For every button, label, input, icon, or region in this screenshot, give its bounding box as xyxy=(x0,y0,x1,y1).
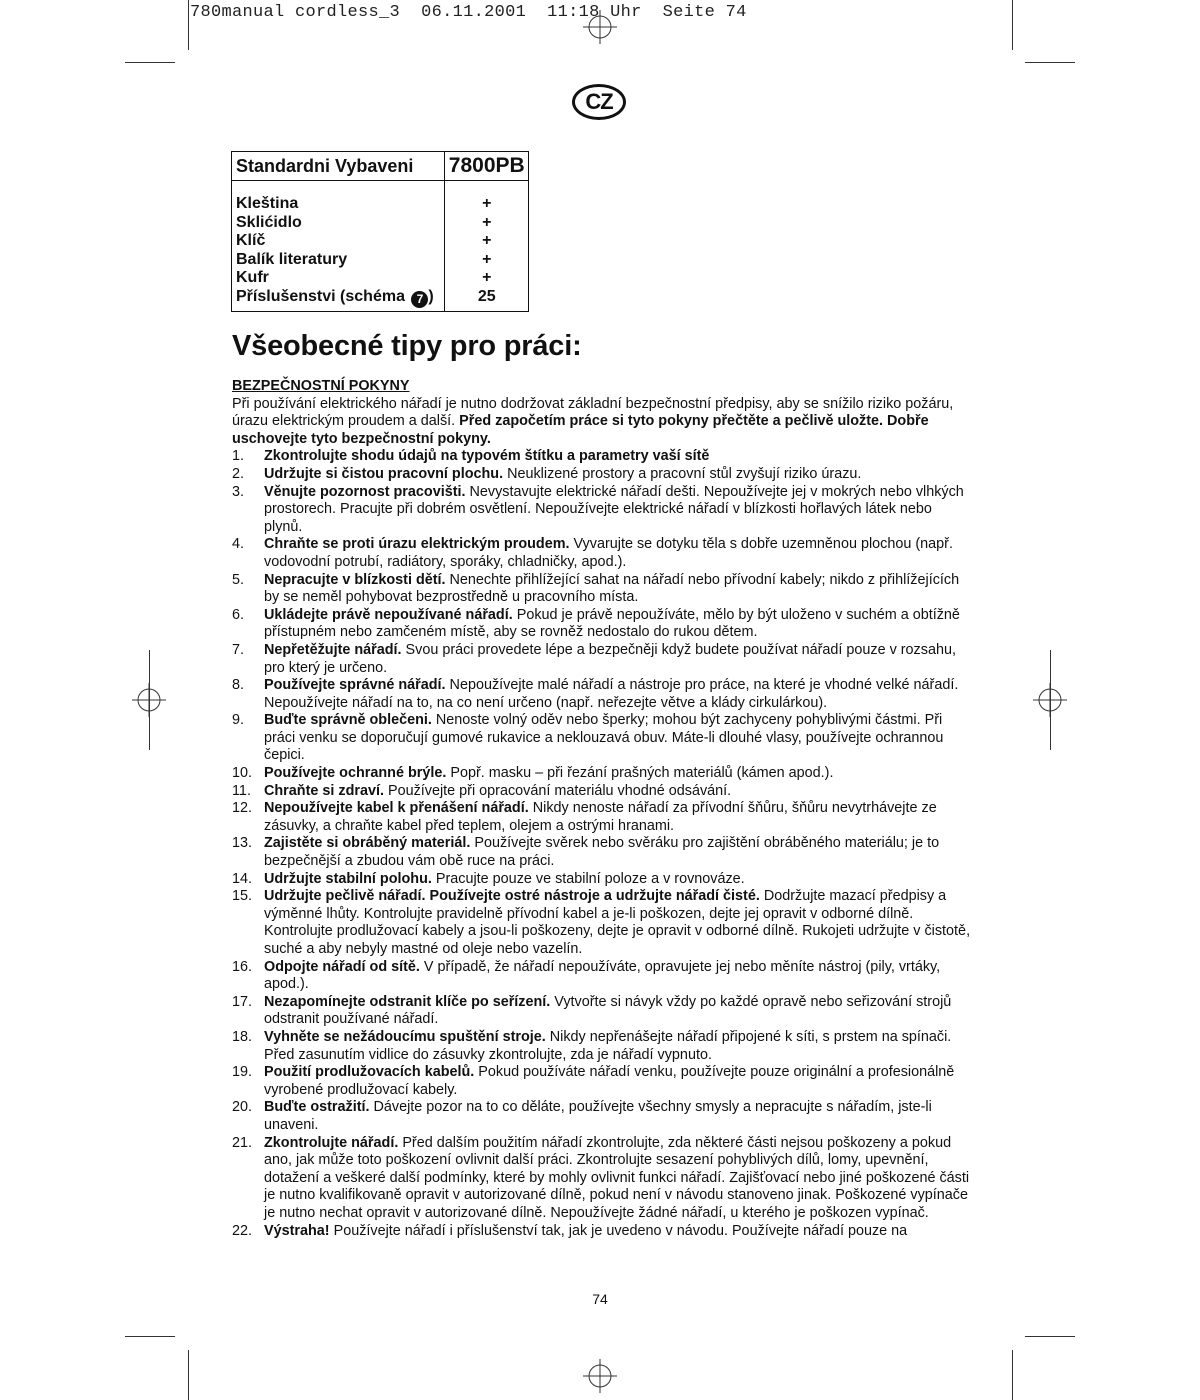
table-row xyxy=(232,288,529,312)
rule-number: 17. xyxy=(232,993,253,1010)
section-heading: BEZPEČNOSTNÍ POKYNY xyxy=(232,378,410,394)
rule-title: Nepoužívejte kabel k přenášení nářadí. xyxy=(264,800,529,817)
trim-mark xyxy=(125,62,175,63)
equipment-table xyxy=(231,151,529,312)
rule-text: Neuklizené prostory a pracovní stůl zvyšují riziko úrazu. xyxy=(503,465,862,482)
equipment-item-value: + xyxy=(445,251,529,270)
equipment-item-value: + xyxy=(445,269,529,288)
list-item xyxy=(232,800,972,835)
trim-mark xyxy=(1025,1336,1075,1337)
rule-number: 18. xyxy=(232,1028,253,1045)
rule-title: Nepracujte v blízkosti dětí. xyxy=(264,571,446,588)
rule-number: 9. xyxy=(232,712,245,729)
rule-text: Nenechte přihlížející sahat na nářadí nebo přívodní kabely; nikdo z přihlížejících by se neměl pohybovat bezprostředně u pracovního místa. xyxy=(264,571,960,606)
equipment-model: 7800PB xyxy=(445,152,529,181)
trim-mark xyxy=(188,0,189,50)
table-row xyxy=(232,269,529,288)
rule-title: Udržujte si čistou pracovní plochu. xyxy=(264,465,504,482)
rule-text: Před dalším použitím nářadí zkontrolujte, zda některé části nejsou poškozeny a pokud ano, jak může toto poškození ovlivnit další práci. Zkontrolujte sesazení pohyblivých dílů, lomy, upevnění, dotažení a veškeré další podmínky, které by mohly ovlivnit funkci nářadí. Zajišťovací nebo jiné poškozené části je nutno kvalifikovaně opravit v autorizované dílně, pokud není v návodu stanoveno jinak. Poškozené vypínače je nutno nechat opravit v autorizované dílně. Nepoužívejte žádné nářadí, u kterého je poškozen vypínač. xyxy=(264,1134,970,1221)
rule-number: 20. xyxy=(232,1099,253,1116)
rule-number: 12. xyxy=(232,800,253,817)
rule-number: 8. xyxy=(232,677,245,694)
trim-mark xyxy=(1025,62,1075,63)
rule-title: Chraňte se proti úrazu elektrickým proudem. xyxy=(264,536,570,553)
list-item xyxy=(232,765,972,783)
rule-text: Používejte při opracování materiálu vhodné odsávání. xyxy=(383,782,732,799)
list-item xyxy=(232,1135,972,1223)
registration-mark-icon xyxy=(583,1359,617,1393)
rule-number: 15. xyxy=(232,888,253,905)
list-item xyxy=(232,484,972,537)
rule-number: 1. xyxy=(232,448,245,465)
rule-text: Nevystavujte elektrické nářadí dešti. Nepoužívejte jej v mokrých nebo vlhkých prostorech. Pracujte při dobrém osvětlení. Nepoužívejte elektrické nářadí v blízkosti hořlavých látek nebo plynů. xyxy=(264,483,964,535)
trim-mark xyxy=(125,1336,175,1337)
list-item xyxy=(232,835,972,870)
trim-mark xyxy=(1050,650,1051,750)
equipment-item-value: + xyxy=(445,232,529,251)
list-item xyxy=(232,1029,972,1064)
rule-text: Dodržujte mazací předpisy a výměnné lhůty. Kontrolujte pravidelně přívodní kabel a je-li poškozen, dejte jej opravit v odborné dílně. Kontrolujte prodlužovací kabely a jsou-li poškozeny, dejte je opravit v odborné dílně. Rukojeti udržujte v čistotě, suché a aby nebyly mastné od oleje nebo vazelín. xyxy=(264,888,971,957)
list-item xyxy=(232,642,972,677)
trim-mark xyxy=(1012,1350,1013,1400)
page-title: Všeobecné tipy pro práci: xyxy=(232,330,582,362)
rule-text: Popř. masku – při řezání prašných materiálů (kámen apod.). xyxy=(446,765,834,782)
equipment-item-value: + xyxy=(445,214,529,233)
list-item xyxy=(232,959,972,994)
rule-title: Použití prodlužovacích kabelů. xyxy=(264,1064,475,1081)
list-item xyxy=(232,607,972,642)
rule-text: Vyvarujte se dotyku těla s dobře uzemněnou plochou (např. vodovodní potrubí, radiátory, sporáky, chladničky, apod.). xyxy=(264,536,953,570)
header-time: 11:18 Uhr xyxy=(547,3,642,22)
rule-title: Buďte správně oblečeni. xyxy=(264,712,432,729)
equipment-item-label: Kleština xyxy=(236,195,299,212)
rule-text: Vytvořte si návyk vždy po každé opravě nebo seřizování strojů odstranit používané nářadí. xyxy=(264,993,952,1028)
rule-title: Věnujte pozornost pracovišti. xyxy=(264,483,466,500)
language-badge: CZ xyxy=(572,84,626,120)
print-header xyxy=(190,3,747,22)
rule-number: 14. xyxy=(232,870,253,887)
rule-title: Udržujte stabilní polohu. xyxy=(264,870,432,887)
list-item xyxy=(232,572,972,607)
list-item xyxy=(232,1223,972,1241)
rule-title: Udržujte pečlivě nářadí. Používejte ostré nástroje a udržujte nářadí čisté. xyxy=(264,888,760,905)
equipment-header-label: Standardni Vybaveni xyxy=(232,152,445,181)
list-item xyxy=(232,994,972,1029)
accessories-value: 25 xyxy=(445,288,529,312)
table-row xyxy=(232,214,529,233)
safety-rules-list xyxy=(232,448,972,1240)
rule-title: Zajistěte si obráběný materiál. xyxy=(264,835,471,852)
table-row xyxy=(232,251,529,270)
rule-title: Chraňte si zdraví. xyxy=(264,782,384,799)
list-item xyxy=(232,536,972,571)
header-page-label: Seite 74 xyxy=(662,3,747,22)
rule-number: 21. xyxy=(232,1134,253,1151)
list-item xyxy=(232,448,972,466)
rule-text: V případě, že nářadí nepoužíváte, opravujete jej nebo měníte nástroj (pily, vrtáky, apod.). xyxy=(264,958,941,993)
header-file: 780manual cordless_3 xyxy=(190,3,401,22)
registration-mark-icon xyxy=(583,10,617,44)
rule-number: 13. xyxy=(232,835,253,852)
rule-text: Používejte nářadí i příslušenství tak, jak je uvedeno v návodu. Používejte nářadí pouze na xyxy=(329,1222,908,1239)
list-item xyxy=(232,783,972,801)
page-number: 74 xyxy=(592,1291,608,1307)
rule-title: Výstraha! xyxy=(264,1222,330,1239)
equipment-item-label: Balík literatury xyxy=(236,250,348,268)
rule-text: Pokud je právě nepoužíváte, mělo by být uloženo v suchém a obtížně přístupném nebo zamčeném místě, aby se rovněž nedostalo do rukou dětem. xyxy=(264,606,960,641)
rule-title: Ukládejte právě nepoužívané nářadí. xyxy=(264,606,513,623)
rule-number: 10. xyxy=(232,765,253,782)
rule-text: Nikdy nepřenášejte nářadí připojené k síti, s prstem na spínači. Před zasunutím vidlice do zásuvky zkontrolujte, zda je nářadí vypnuto. xyxy=(264,1028,952,1063)
list-item xyxy=(232,712,972,765)
rule-text: Nikdy nenoste nářadí za přívodní šňůru, šňůru nevytrhávejte ze zásuvky, a chraňte kabel před teplem, olejem a ostrými hranami. xyxy=(264,800,937,834)
rule-title: Používejte ochranné brýle. xyxy=(264,765,447,782)
rule-number: 5. xyxy=(232,571,245,588)
equipment-table-header xyxy=(232,152,529,181)
rule-number: 3. xyxy=(232,483,245,500)
rule-title: Zkontrolujte nářadí. xyxy=(264,1134,399,1151)
rule-number: 22. xyxy=(232,1222,253,1239)
table-row xyxy=(232,195,529,214)
list-item xyxy=(232,871,972,889)
rule-text: Svou práci provedete lépe a bezpečněji když budete používat nářadí pouze v rozsahu, pro který je určeno. xyxy=(264,641,956,676)
accessories-label: Příslušenstvi (schéma 7 ) xyxy=(236,287,434,306)
list-item xyxy=(232,466,972,484)
equipment-item-label: Kufr xyxy=(236,269,269,286)
rule-title: Vyhněte se nežádoucímu spuštění stroje. xyxy=(264,1028,546,1045)
rule-title: Používejte správné nářadí. xyxy=(264,677,446,694)
rule-text: Nenoste volný oděv nebo šperky; mohou být zachyceny pohyblivými částmi. Při práci venku se doporučují gumové rukavice a neklouzavá obuv. Máte-li dlouhé vlasy, používejte ochrannou čepici. xyxy=(264,712,944,764)
table-row xyxy=(232,232,529,251)
rule-number: 11. xyxy=(232,782,251,799)
rule-text: Používejte svěrek nebo svěráku pro zajištění obráběného materiálu; je to bezpečnější a zbudou vám obě ruce na práci. xyxy=(264,835,940,870)
trim-mark xyxy=(149,650,150,750)
list-item xyxy=(232,677,972,712)
rule-title: Buďte ostražití. xyxy=(264,1099,370,1116)
rule-number: 2. xyxy=(232,465,245,482)
list-item xyxy=(232,1064,972,1099)
rule-number: 19. xyxy=(232,1064,253,1081)
equipment-item-value: + xyxy=(445,195,529,214)
list-item xyxy=(232,1099,972,1134)
header-date: 06.11.2001 xyxy=(421,3,527,22)
rule-text: Pracujte pouze ve stabilní poloze a v rovnováze. xyxy=(431,870,745,887)
equipment-item-label: Sklićidlo xyxy=(236,213,302,231)
rule-title: Zkontrolujte shodu údajů na typovém štítku a parametry vaší sítě xyxy=(264,448,710,465)
rule-title: Nepřetěžujte nářadí. xyxy=(264,641,402,658)
list-item xyxy=(232,888,972,958)
safety-section xyxy=(232,378,972,1240)
rule-number: 4. xyxy=(232,536,245,553)
rule-number: 7. xyxy=(232,641,245,658)
rule-text: Dávejte pozor na to co děláte, používejte všechny smysly a nepracujte s nářadím, jste-li unaveni. xyxy=(264,1099,932,1133)
trim-mark xyxy=(1012,0,1013,50)
rule-text: Pokud používáte nářadí venku, používejte pouze originální a profesionálně vyrobené prodlužovací kabely. xyxy=(264,1064,955,1098)
rule-title: Nezapomínejte odstranit klíče po seřízení. xyxy=(264,993,551,1010)
rule-text: Nepoužívejte malé nářadí a nástroje pro práce, na které je vhodné velké nářadí. Nepoužívejte nářadí na to, na co není určeno (např. neřezejte větve a klády cirkulárkou). xyxy=(264,677,959,711)
safety-intro: Při používání elektrického nářadí je nutno dodržovat základní bezpečnostní předpisy, aby se snížilo riziko požáru, úrazu elektrickým proudem a další. Před započetím práce si tyto pokyny přečtěte a pečlivě uložte. Dobře uschovejte tyto bezpečnostní pokyny. xyxy=(232,395,954,447)
rule-title: Odpojte nářadí od sítě. xyxy=(264,958,420,975)
rule-number: 6. xyxy=(232,606,245,623)
figure-number-icon: 7 xyxy=(411,291,428,308)
rule-number: 16. xyxy=(232,958,253,975)
trim-mark xyxy=(188,1350,189,1400)
equipment-item-label: Klíč xyxy=(236,232,266,249)
